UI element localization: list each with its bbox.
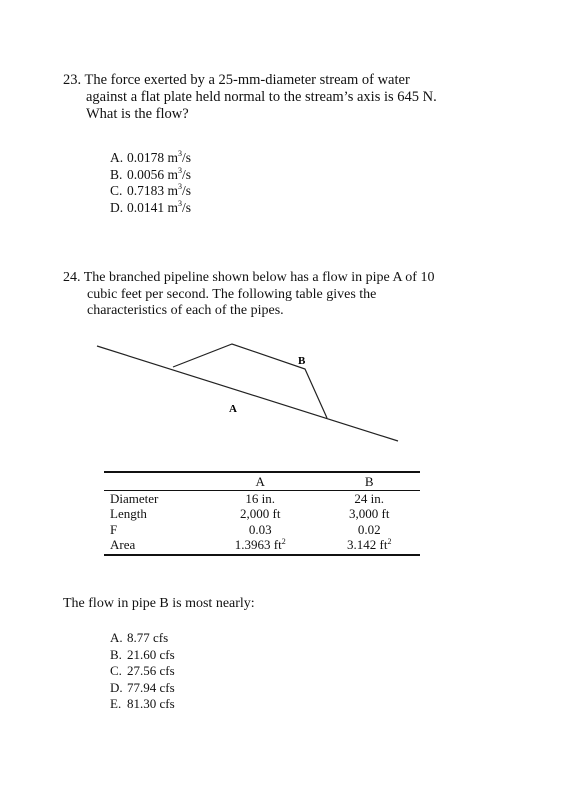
question-24-line-1-text: The branched pipeline shown below has a flow in pipe A of 10 [83,270,435,285]
table-header-row [104,472,420,490]
table-row [104,490,420,506]
question-24-choice-b[interactable] [110,647,175,664]
choice-letter: D. [110,199,124,215]
pipe-a-area-superscript: 2 [281,537,286,546]
question-23-line-2: against a flat plate held normal to the stream’s axis is 645 N. [86,89,437,105]
pipe-b-area-superscript: 2 [387,537,392,546]
choice-value: 27.56 cfs [127,663,175,678]
question-23-line-1-text: The force exerted by a 25-mm-diameter stream of water [84,72,410,88]
pipe-b-label: B [298,355,306,367]
main-pipe-line [97,346,398,441]
choice-letter: E. [110,696,122,711]
choice-value: 8.77 cfs [127,630,169,645]
choice-value: 0.0178 m [127,150,179,165]
pipe-characteristics-table [104,471,420,556]
choice-letter: D. [110,679,123,695]
choice-letter: B. [110,166,123,182]
table-header-pipe-b: B [318,472,420,490]
pipe-a-label: A [229,403,237,415]
choice-unit: /s [182,150,192,165]
question-24-choice-e[interactable] [110,696,175,713]
choice-letter: C. [110,183,123,198]
row-label: Length [110,506,147,521]
table-row [104,537,420,555]
table-header-empty [104,472,202,490]
choice-value: 81.30 cfs [127,696,175,711]
pipe-b-value: 3,000 ft [348,506,390,521]
choice-unit: /s [182,199,192,215]
question-24-choice-c[interactable] [110,663,175,680]
choice-unit: /s [182,166,192,182]
question-24-line-2: cubic feet per second. The following table gives the [87,286,377,302]
choice-value: 21.60 cfs [127,646,175,662]
table-row [104,506,420,522]
pipe-b-value: 0.02 [357,521,381,537]
choice-value: 0.0141 m [127,199,179,215]
question-24-choice-a[interactable] [110,630,175,647]
pipe-a-area: 1.3963 ft [234,537,282,552]
choice-value: 77.94 cfs [127,679,175,695]
question-24-choice-d[interactable] [110,680,175,697]
choice-superscript: 3 [178,149,183,158]
pipe-b-value: 24 in. [354,490,385,506]
choice-superscript: 3 [178,182,183,191]
pipe-a-value: 2,000 ft [239,506,281,521]
choice-letter: A. [110,630,123,645]
pipe-b-area: 3.142 ft [346,537,388,552]
row-label: Area [104,537,202,555]
row-label: Diameter [110,490,159,506]
choice-letter: B. [110,646,122,662]
choice-value: 0.0056 m [127,166,179,182]
table-header-pipe-a: A [202,472,318,490]
question-24-choices [110,630,175,713]
table-row [104,522,420,538]
pipe-b-value [318,537,420,555]
pipe-a-value [202,537,318,555]
question-23-number: 23. [63,72,82,88]
question-23-line-3: What is the flow? [86,106,189,122]
question-24-line-3: characteristics of each of the pipes. [87,303,284,318]
question-24-prompt: The flow in pipe B is most nearly: [63,596,255,611]
pipe-a-value: 0.03 [248,521,272,537]
choice-value: 0.7183 m [127,183,179,198]
question-24-number: 24. [63,270,81,285]
choice-unit: /s [182,183,192,198]
row-label: F [110,521,118,537]
choice-superscript: 3 [178,165,183,175]
choice-letter: C. [110,663,122,678]
choice-letter: A. [110,150,124,165]
pipe-a-value: 16 in. [245,490,276,506]
choice-superscript: 3 [178,198,183,208]
